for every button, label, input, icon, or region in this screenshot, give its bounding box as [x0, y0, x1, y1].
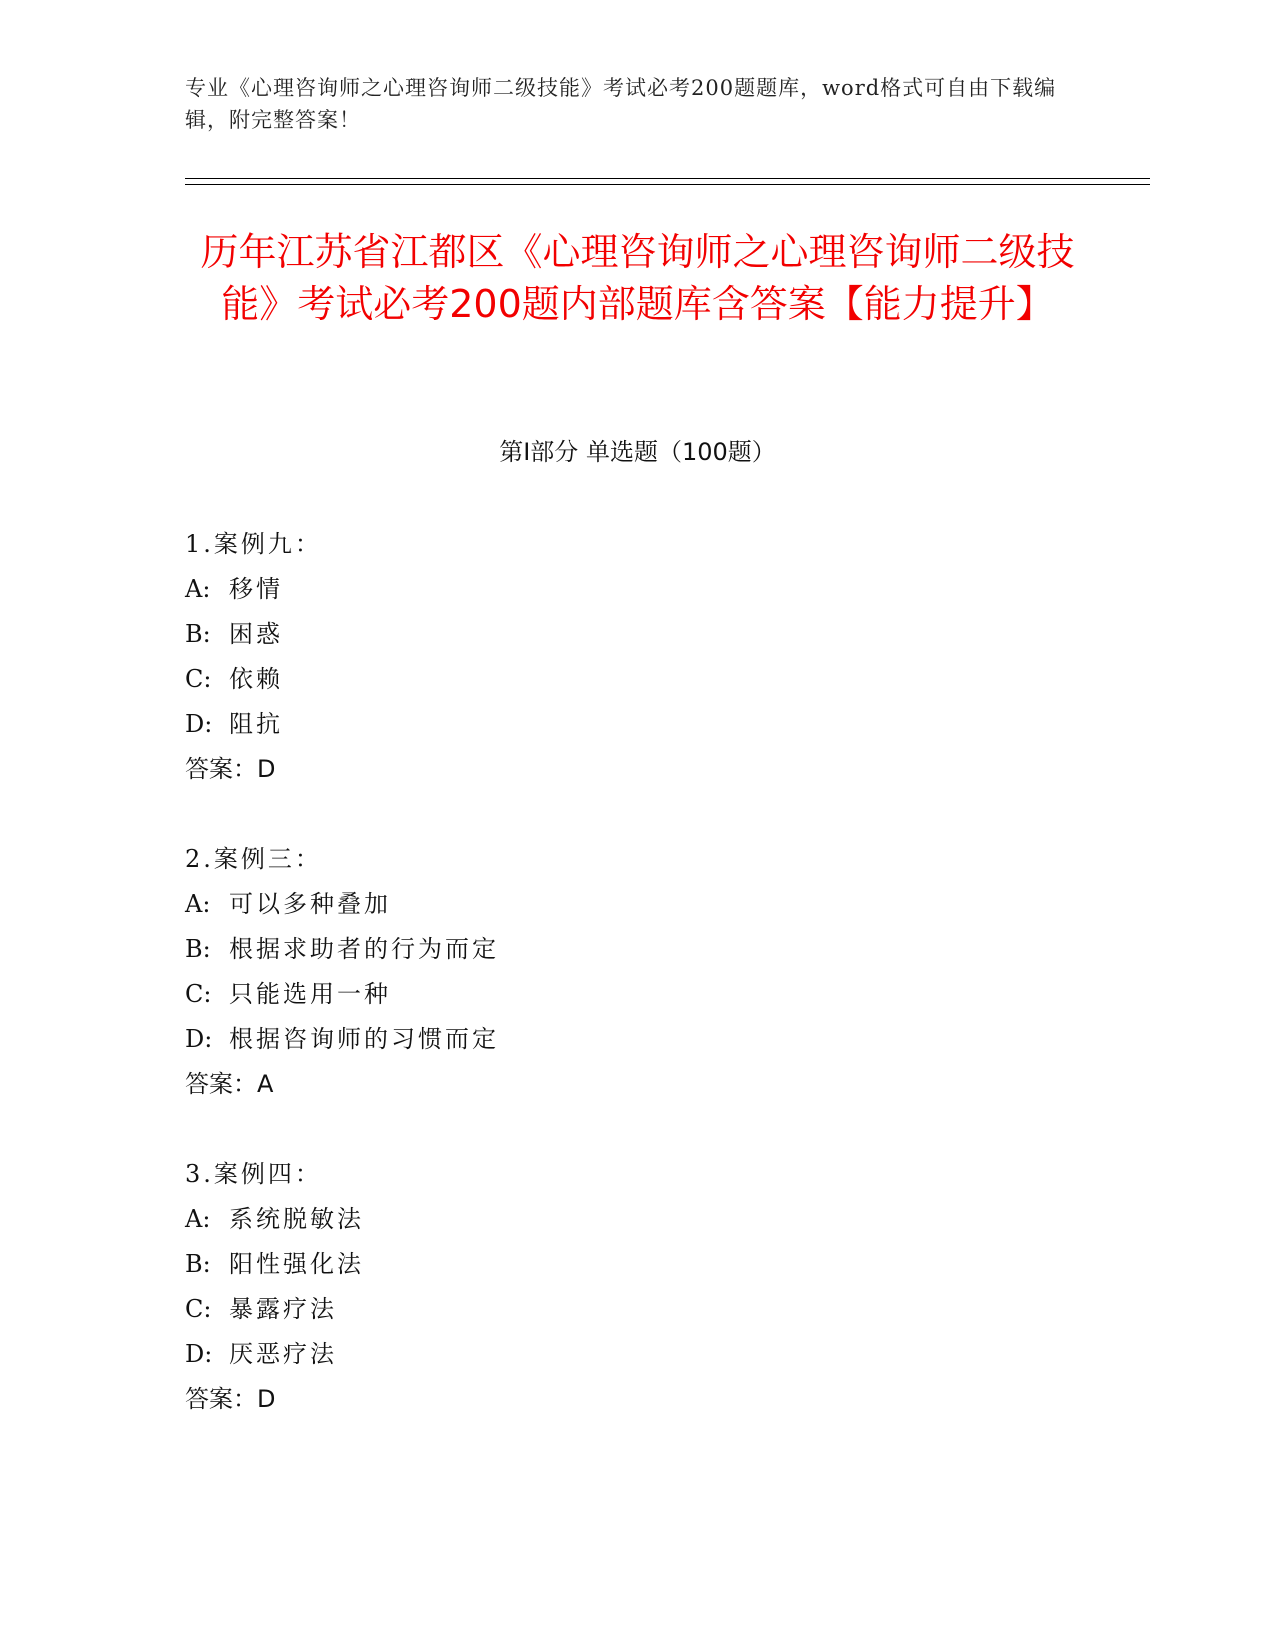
answer-line: 答案：A	[185, 1070, 274, 1098]
answer-line: 答案：D	[185, 755, 276, 783]
option-text: 可以多种叠加	[229, 890, 391, 918]
option-d	[185, 702, 1085, 747]
option-a	[185, 882, 1085, 927]
option-d	[185, 1332, 1085, 1377]
header-divider-bottom	[185, 184, 1150, 185]
option-letter: C:	[185, 665, 212, 693]
option-letter: D:	[185, 1025, 213, 1053]
option-d	[185, 1017, 1085, 1062]
question-1	[185, 522, 1085, 792]
option-text: 暴露疗法	[229, 1295, 337, 1323]
option-a	[185, 567, 1085, 612]
option-text: 困惑	[229, 620, 283, 648]
option-letter: A:	[185, 1205, 211, 1233]
option-text: 只能选用一种	[229, 980, 391, 1008]
option-text: 移情	[229, 575, 283, 603]
option-letter: A:	[185, 575, 211, 603]
option-text: 根据咨询师的习惯而定	[229, 1025, 499, 1053]
option-a	[185, 1197, 1085, 1242]
option-c	[185, 657, 1085, 702]
option-text: 根据求助者的行为而定	[229, 935, 499, 963]
option-text: 阳性强化法	[229, 1250, 364, 1278]
option-letter: D:	[185, 710, 213, 738]
question-stem: 1.案例九：	[185, 530, 322, 558]
option-text: 厌恶疗法	[229, 1340, 337, 1368]
header-note: 专业《心理咨询师之心理咨询师二级技能》考试必考200题题库，word格式可自由下载编辑，附完整答案！	[185, 76, 1057, 132]
option-text: 依赖	[229, 665, 283, 693]
option-b	[185, 612, 1085, 657]
option-letter: A:	[185, 890, 211, 918]
option-c	[185, 972, 1085, 1017]
option-b	[185, 1242, 1085, 1287]
header-divider-top	[185, 178, 1150, 179]
option-letter: B:	[185, 620, 211, 648]
option-text: 系统脱敏法	[229, 1205, 364, 1233]
option-b	[185, 927, 1085, 972]
option-letter: C:	[185, 1295, 212, 1323]
option-letter: D:	[185, 1340, 213, 1368]
option-text: 阻抗	[229, 710, 283, 738]
option-letter: B:	[185, 1250, 211, 1278]
question-3	[185, 1152, 1085, 1422]
question-stem: 2.案例三：	[185, 845, 322, 873]
question-2	[185, 837, 1085, 1107]
question-list	[185, 522, 1085, 1467]
section-heading: 第I部分 单选题（100题）	[499, 438, 776, 466]
answer-line: 答案：D	[185, 1385, 276, 1413]
document-title: 历年江苏省江都区《心理咨询师之心理咨询师二级技能》考试必考200题内部题库含答案【能力提升】	[200, 230, 1075, 326]
question-stem: 3.案例四：	[185, 1160, 322, 1188]
option-c	[185, 1287, 1085, 1332]
option-letter: C:	[185, 980, 212, 1008]
option-letter: B:	[185, 935, 211, 963]
